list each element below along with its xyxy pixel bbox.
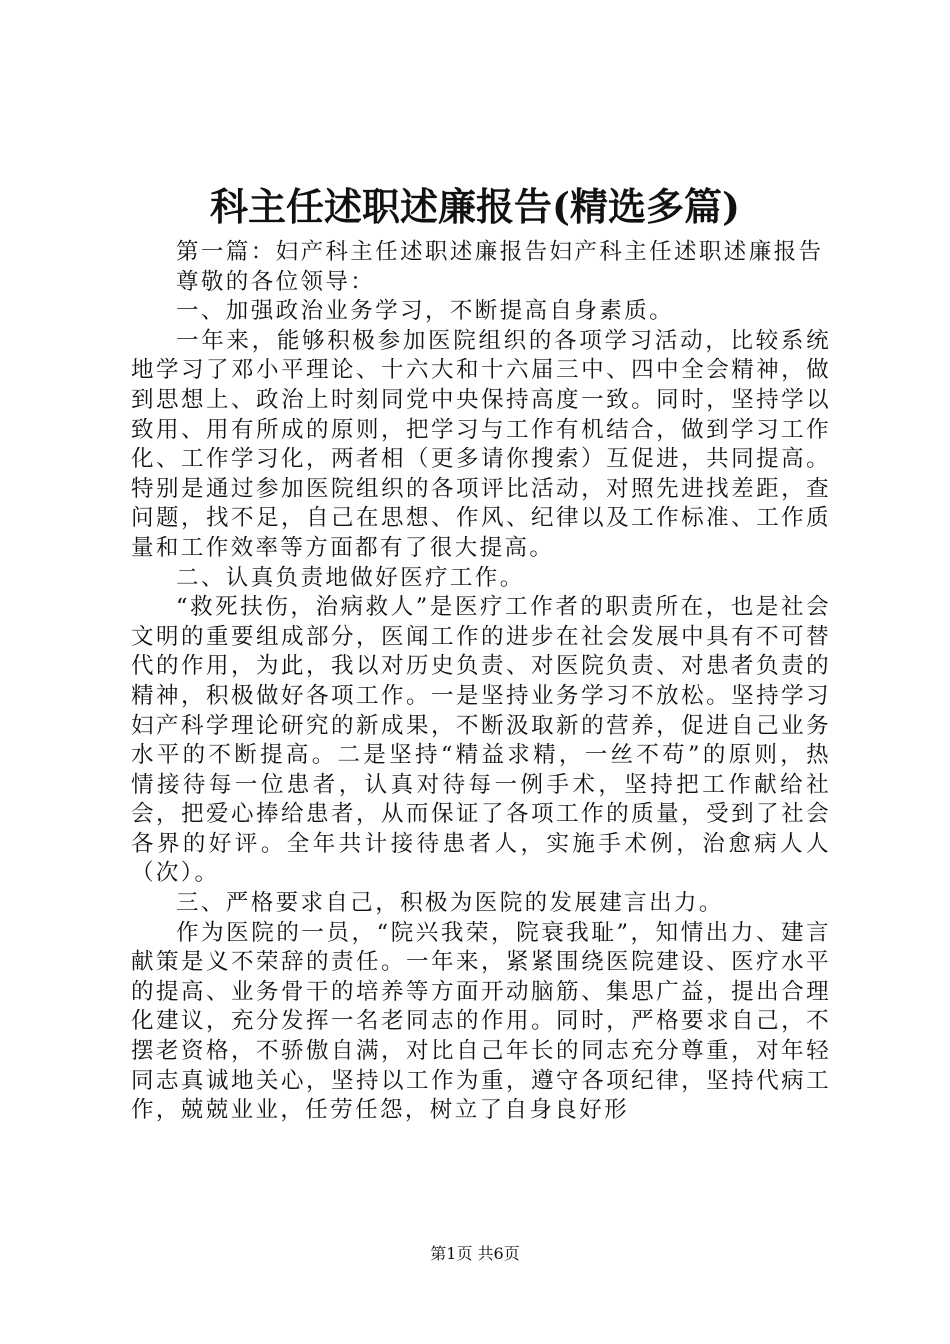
paragraph-section-1-heading: 一、加强政治业务学习，不断提高自身素质。	[176, 298, 675, 325]
paragraph-section-3-heading: 三、严格要求自己，积极为医院的发展建言出力。	[176, 890, 724, 917]
paragraph-heading-first-article: 第一篇：妇产科主任述职述廉报告妇产科主任述职述廉报告	[176, 239, 824, 265]
paragraph-section-2-heading: 二、认真负责地做好医疗工作。	[176, 564, 525, 591]
paragraph-section-3-body: 作为医院的一员，“院兴我荣，院衰我耻”，知情出力、建言献策是义不荣辞的责任。一年来，紧紧围绕医院建设、医疗水平的提高、业务骨干的培养等方面开动脑筋、集思广益，提出合理化建议，充分发挥一名老同志的作用。同时，严格要求自己，不摆老资格，不骄傲自满，对比自己年长的同志充分尊重，对年轻同志真诚地关心，坚持以工作为重，遵守各项纪律，坚持代病工作，兢兢业业，任劳任怨，树立了自身良好形	[131, 919, 831, 1124]
paragraph-section-2-body: “救死扶伤，治病救人”是医疗工作者的职责所在，也是社会文明的重要组成部分，医闻工作的进步在社会发展中具有不可替代的作用，为此，我以对历史负责、对医院负责、对患者负责的精神，积极做好各项工作。一是坚持业务学习不放松。坚持学习妇产科学理论研究的新成果，不断汲取新的营养，促进自己业务水平的不断提高。二是坚持“精益求精，一丝不苟”的原则，热情接待每一位患者，认真对待每一例手术，坚持把工作献给社会，把爱心捧给患者，从而保证了各项工作的质量，受到了社会各界的好评。全年共计接待患者人，实施手术例，治愈病人人（次）。	[131, 594, 831, 887]
paragraph-salutation: 尊敬的各位领导：	[176, 268, 376, 295]
document-body	[131, 238, 831, 1126]
paragraph-section-1-body: 一年来，能够积极参加医院组织的各项学习活动，比较系统地学习了邓小平理论、十六大和十六届三中、四中全会精神，做到思想上、政治上时刻同党中央保持高度一致。同时，坚持学以致用、用有所成的原则，把学习与工作有机结合，做到学习工作化、工作学习化，两者相（更多请你搜索）互促进，共同提高。特别是通过参加医院组织的各项评比活动，对照先进找差距，查问题，找不足，自己在思想、作风、纪律以及工作标准、工作质量和工作效率等方面都有了很大提高。	[131, 327, 831, 561]
document-title: 科主任述职述廉报告(精选多篇)	[210, 184, 740, 229]
page-footer: 第1页 共6页	[430, 1244, 520, 1263]
